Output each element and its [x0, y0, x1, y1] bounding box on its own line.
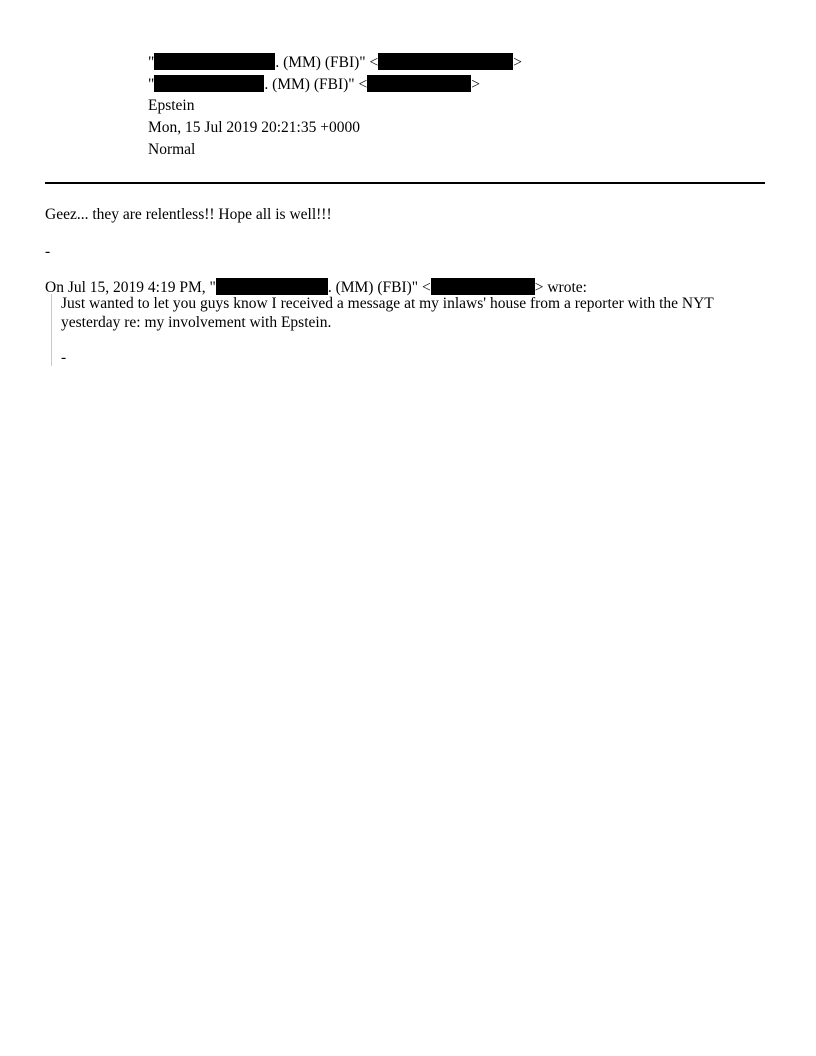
redaction-block — [216, 278, 328, 295]
header-divider — [45, 182, 765, 184]
importance-value: Normal — [148, 141, 196, 158]
quoted-message: Just wanted to let you guys know I received a message at my inlaws' house from a reporter with the NYT yesterday re: my involvement with Epstein. — [61, 295, 714, 331]
quoted-message-block — [51, 294, 766, 366]
redaction-block — [154, 75, 264, 92]
quote-intro-suffix: > wrote: — [534, 279, 587, 296]
to-close: > — [471, 76, 480, 93]
date-value: Mon, 15 Jul 2019 20:21:35 +0000 — [148, 119, 360, 136]
quote-intro-middle: . (MM) (FBI)" < — [327, 279, 431, 296]
redaction-block — [154, 53, 275, 70]
quote-intro-prefix: On Jul 15, 2019 4:19 PM, " — [45, 279, 216, 296]
redaction-block — [378, 53, 513, 70]
message-text: Geez... they are relentless!! Hope all is well!!! — [45, 206, 332, 223]
from-close: > — [513, 54, 522, 71]
from-value — [148, 53, 522, 73]
subject-value: Epstein — [148, 97, 195, 114]
redaction-block — [367, 75, 471, 92]
to-suffix: . (MM) (FBI)" < — [264, 76, 368, 93]
from-open-quote: " — [148, 54, 155, 71]
from-suffix: . (MM) (FBI)" < — [275, 54, 379, 71]
to-open-quote: " — [148, 76, 155, 93]
quoted-signature: - — [61, 349, 67, 366]
redaction-block — [431, 278, 535, 295]
message-signature: - — [45, 243, 51, 260]
to-value — [148, 75, 480, 95]
